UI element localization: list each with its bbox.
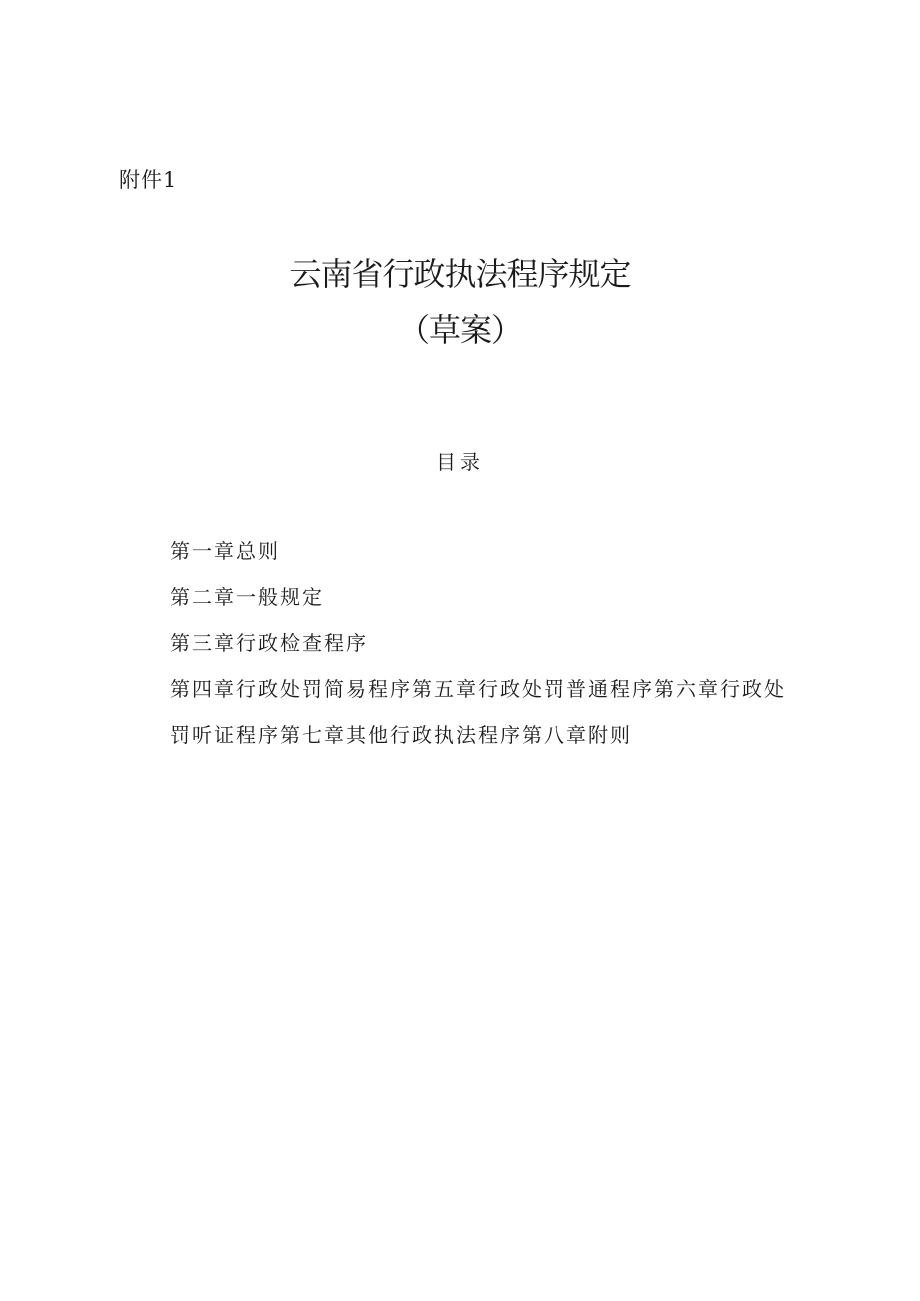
toc-item-chapters-4-8: 第四章行政处罚简易程序第五章行政处罚普通程序第六章行政处罚听证程序第七章其他行政执法程序第八章附则 — [170, 677, 786, 747]
toc-item-chapter-3: 第三章行政检查程序 — [170, 631, 368, 655]
toc-item-chapter-2: 第二章一般规定 — [170, 585, 324, 609]
document-subtitle: （草案） — [397, 311, 522, 349]
table-of-contents — [170, 537, 810, 758]
attachment-label: 附件1 — [119, 168, 178, 192]
toc-heading: 目录 — [436, 450, 484, 474]
toc-item-chapter-1: 第一章总则 — [170, 539, 280, 563]
document-title: 云南省行政执法程序规定 — [289, 255, 631, 293]
